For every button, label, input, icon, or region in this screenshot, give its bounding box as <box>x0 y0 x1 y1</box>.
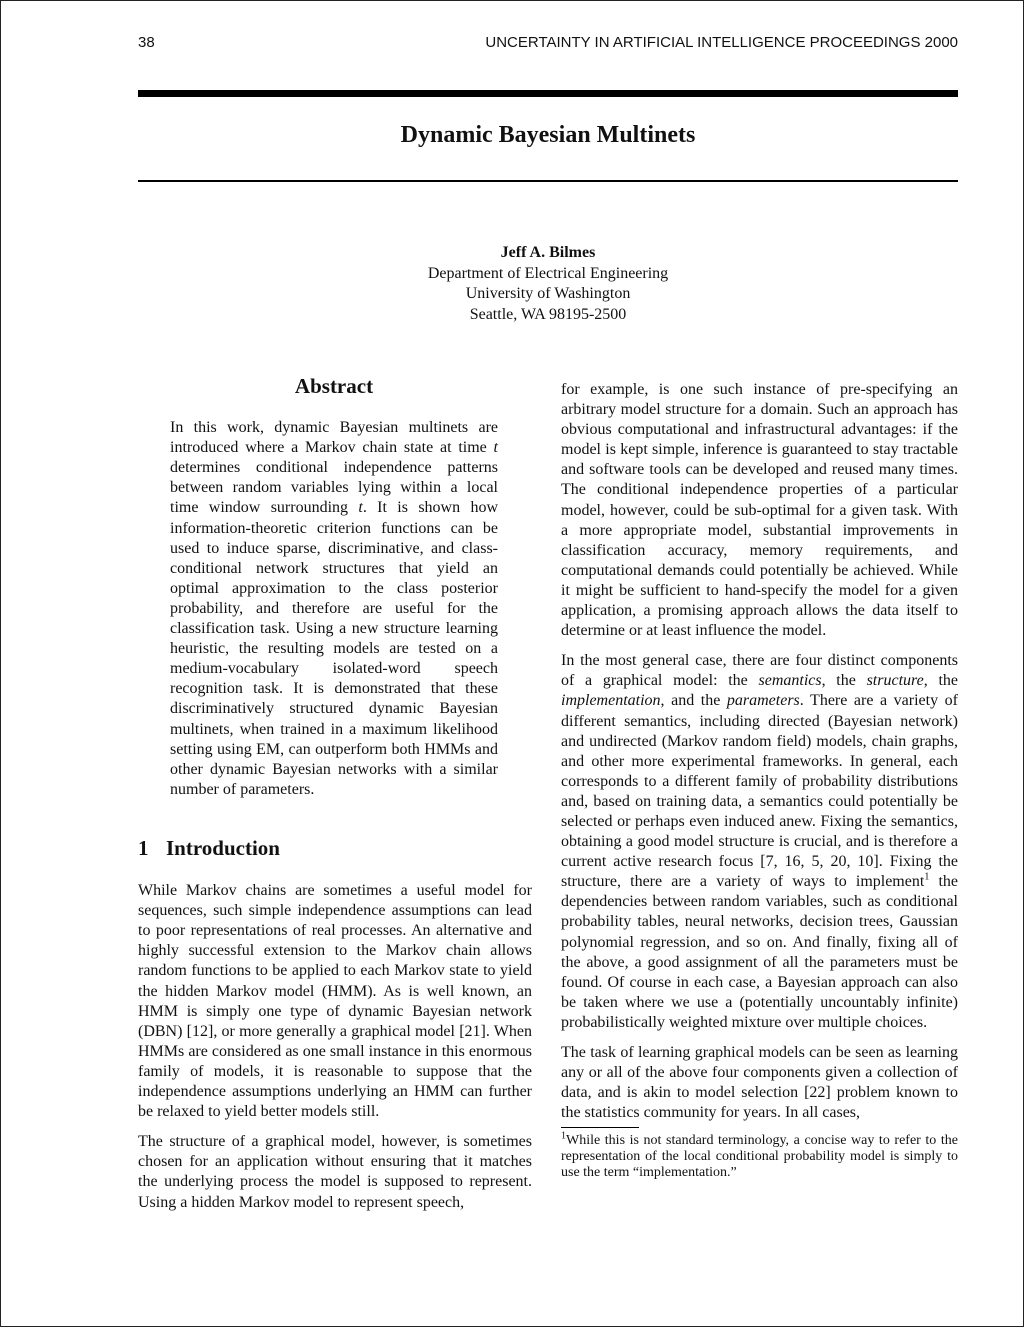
paper-title: Dynamic Bayesian Multinets <box>400 122 696 148</box>
abstract-heading: Abstract <box>294 374 374 398</box>
running-head <box>138 34 958 54</box>
right-paragraph-2: In the most general case, there are four distinct components of a graphical model: the semantics, the structure, the implementation, and the parameters. There are a variety of different semantics, including directed (Bayesian network) and undirected (Markov random field) models, chain graphs, and other more experimental frameworks. In general, each corresponds to a different family of probability distributions and, based on training data, a semantics could potentially be selected or perhaps even induced anew. Fixing the semantics, obtaining a good model structure is crucial, and is therefore a current active research focus [7, 16, 5, 20, 10]. Fixing the structure, there are a variety of ways to implement$^1$ the dependencies between random variables, such as conditional probability tables, neural networks, decision trees, Gaussian polynomial regression, and so on. And finally, fixing all of the above, a good assignment of all the parameters must be found. Of course in each case, a Bayesian approach can also be taken where we use a (potentially uncountably infinite) probabilistically weighted mixture over multiple choices. <box>561 652 959 1031</box>
intro-paragraph-2: The structure of a graphical model, however, is sometimes chosen for an application without ensuring that it matches the underlying process the model is supposed to represent. Using a hidden Markov model to represent speech, <box>138 1133 532 1211</box>
author-department: Department of Electrical Engineering <box>427 264 669 282</box>
abstract-text: In this work, dynamic Bayesian multinets are introduced where a Markov chain state at time t determines conditional independence patterns between random variables lying within a local time window surrounding t. It is shown how information-theoretic criterion functions can be used to induce sparse, discriminative, and class-conditional network structures that yield an optimal approximation to the class posterior probability, and therefore are useful for the classification task. Using a new structure learning heuristic, the resulting models are tested on a medium-vocabulary isolated-word speech recognition task. It is demonstrated that these discriminatively structured dynamic Bayesian multinets, when trained in a maximum likelihood setting using EM, can outperform both HMMs and other dynamic Bayesian networks with a similar number of parameters. <box>170 419 499 798</box>
author-block <box>138 243 958 325</box>
right-paragraph-1: for example, is one such instance of pre-specifying an arbitrary model structure for a domain. Such an approach has obvious computational and infrastructural advantages: if the model is kept simple, inference is guaranteed to stay tractable and software tools can be developed and reused many times. The conditional independence properties of a particular model, however, could be sub-optimal for a given task. With a more appropriate model, substantial improvements in classification accuracy, memory requirements, and computational demands could potentially be achieved. While it might be sufficient to hand-specify the model for a given application, a promising approach allows the data itself to determine or at least influence the model. <box>561 381 958 640</box>
term-structure: structure <box>866 672 924 690</box>
author-university: University of Washington <box>465 285 631 302</box>
footnote <box>561 1130 958 1181</box>
introduction-section <box>138 838 532 1213</box>
section-title: Introduction <box>166 836 280 860</box>
right-column <box>561 380 958 1181</box>
title-top-rule <box>138 90 958 97</box>
running-title: UNCERTAINTY IN ARTIFICIAL INTELLIGENCE PROCEEDINGS 2000 <box>485 34 958 51</box>
page-number: 38 <box>138 34 155 51</box>
right-paragraph-3: The task of learning graphical models can be seen as learning any or all of the above four components given a collection of data, and is akin to model selection [22] problem known to the statistics community for years. In all cases, <box>561 1044 958 1122</box>
footnote-mark: 1 <box>561 1130 566 1142</box>
footnote-rule <box>561 1127 639 1128</box>
math-variable-t: t <box>493 439 498 457</box>
term-parameters: parameters <box>726 692 800 710</box>
footnote-reference[interactable]: 1 <box>924 871 930 883</box>
math-variable-t: t <box>358 499 363 517</box>
author-address: Seattle, WA 98195-2500 <box>469 305 627 323</box>
section-heading-introduction <box>138 838 532 858</box>
author-name: Jeff A. Bilmes <box>500 244 596 261</box>
footnote-text: While this is not standard terminology, a concise way to refer to the representation of the local conditional probability model is simply to use the term “implementation.” <box>561 1133 958 1181</box>
title-bottom-rule <box>138 180 958 182</box>
term-implementation: implementation <box>561 692 661 710</box>
intro-paragraph-1: While Markov chains are sometimes a useful model for sequences, such simple independence assumptions can lead to poor representations of real processes. An alternative and highly successful extension to the Markov chain allows random functions to be applied to each Markov state to yield the hidden Markov model (HMM). As is well known, an HMM is simply one type of dynamic Bayesian network (DBN) [12], or more generally a graphical model [21]. When HMMs are considered as one small instance in this enormous family of models, it is reasonable to suppose that the independence assumptions underlying an HMM can further be relaxed to yield better models still. <box>138 882 532 1121</box>
section-number: 1 <box>138 836 149 860</box>
abstract-section <box>170 376 498 800</box>
term-semantics: semantics <box>758 672 822 690</box>
